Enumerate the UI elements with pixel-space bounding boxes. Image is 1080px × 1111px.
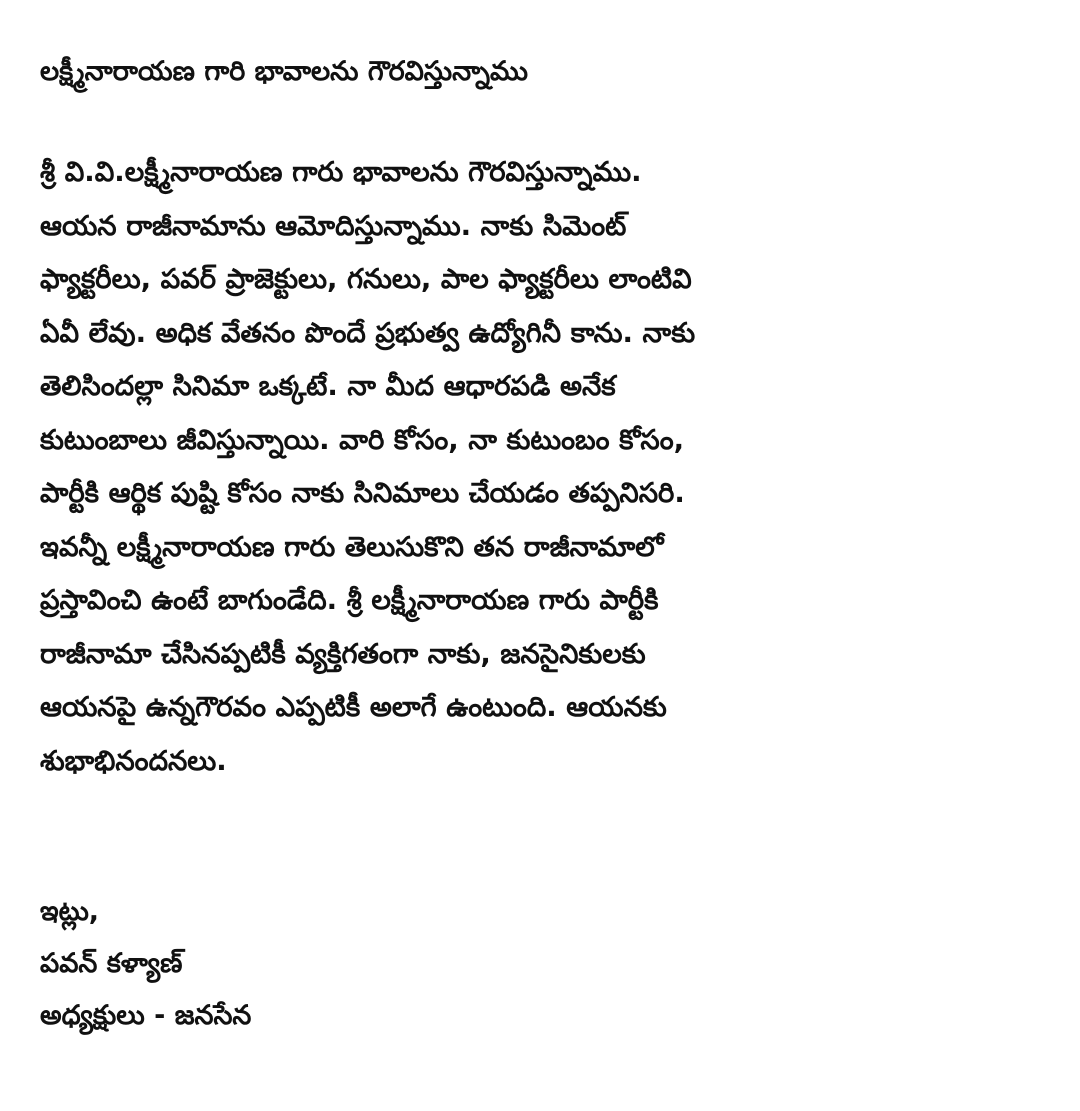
body-line: ఇవన్నీ లక్ష్మీనారాయణ గారు తెలుసుకొని తన రాజీనామాలో <box>40 530 664 563</box>
body-line: కుటుంబాలు జీవిస్తున్నాయి. వారి కోసం, నా కుటుంబం కోసం, <box>40 423 685 456</box>
body-line: ప్రస్తావించి ఉంటే బాగుండేది. శ్రీ లక్ష్మీనారాయణ గారు పార్టీకి <box>40 584 659 616</box>
body-line: రాజీనామా చేసినప్పటికీ వ్యక్తిగతంగా నాకు, జనసైనికులకు <box>40 637 646 670</box>
signatory-designation: అధ్యక్షులు - జనసేన <box>40 1000 252 1031</box>
body-line: తెలిసిందల్లా సినిమా ఒక్కటే. నా మీద ఆధారపడి అనేక <box>40 370 616 402</box>
body-line: ఫ్యాక్టరీలు, పవర్ ప్రాజెక్టులు, గనులు, పాల ఫ్యాక్టరీలు లాంటివి <box>40 263 692 295</box>
body-line: శ్రీ వి.వి.లక్ష్మీనారాయణ గారు భావాలను గౌరవిస్తున్నాము. <box>40 156 642 188</box>
signatory-name: పవన్ కళ్యాణ్ <box>40 948 183 979</box>
body-line: పార్టీకి ఆర్థిక పుష్టి కోసం నాకు సినిమాలు చేయడం తప్పనిసరి. <box>40 477 685 509</box>
signoff-block <box>40 890 251 1046</box>
statement-title: లక్ష్మీనారాయణ గారి భావాలను గౌరవిస్తున్నాము <box>40 56 528 87</box>
body-line: ఆయన రాజీనామాను ఆమోదిస్తున్నాము. నాకు సిమెంట్ <box>40 209 627 242</box>
body-line: ఏవీ లేవు. అధిక వేతనం పొందే ప్రభుత్వ ఉద్యోగినీ కాను. నాకు <box>40 316 696 349</box>
closing-salutation: ఇట్లు, <box>40 896 100 927</box>
body-line: ఆయనపై ఉన్నగౌరవం ఎప్పటికీ అలాగే ఉంటుంది. ఆయనకు <box>40 691 667 723</box>
body-line: శుభాభినందనలు. <box>40 744 227 777</box>
statement-body <box>40 150 1050 792</box>
